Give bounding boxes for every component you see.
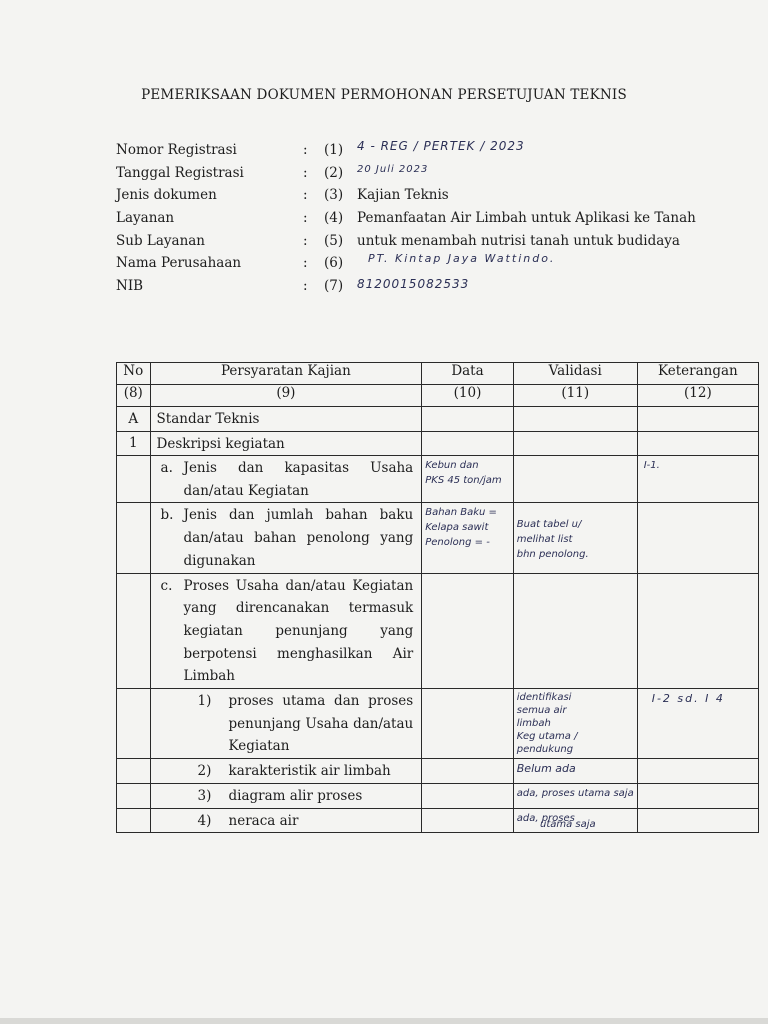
- document-title: PEMERIKSAAN DOKUMEN PERMOHONAN PERSETUJUAN TEKNIS: [141, 87, 627, 103]
- meta-colon: :: [303, 187, 308, 204]
- empty-cell: [637, 407, 758, 432]
- header-data: Data: [422, 363, 514, 385]
- data-cell: [422, 503, 514, 573]
- meta-colon: :: [303, 142, 308, 158]
- item-text: Jenis dan jumlah bahan baku dan/atau bahan penolong yang digunakan: [183, 507, 414, 569]
- group-label-cell: [150, 431, 422, 456]
- empty-cell: [117, 783, 151, 808]
- handwritten-note: [638, 574, 758, 578]
- meta-value: untuk menambah nutrisi tanah untuk budidaya: [357, 232, 680, 249]
- requirement-cell: [150, 783, 422, 808]
- handwritten-note: [422, 574, 513, 578]
- item-marker: b.: [160, 507, 174, 524]
- handwritten-note: identifikasi semua air limbah Keg utama / pendukung: [516, 692, 578, 756]
- meta-value-handwritten: PT. Kintap Jaya Wattindo.: [368, 252, 556, 266]
- empty-cell: [422, 689, 514, 759]
- validasi-cell: [513, 503, 637, 573]
- meta-colon: :: [303, 255, 308, 272]
- keterangan-cell: [637, 783, 758, 808]
- keterangan-cell: [637, 573, 758, 689]
- group-row: [117, 431, 759, 456]
- meta-value-handwritten: 8120015082533: [357, 277, 470, 292]
- meta-number: (6): [324, 255, 344, 272]
- handwritten-note: [638, 503, 758, 507]
- empty-cell: [422, 759, 514, 784]
- header-persyaratan: Persyaratan Kajian: [150, 363, 422, 385]
- meta-label: Jenis dokumen: [116, 187, 217, 204]
- scan-edge: [0, 1018, 768, 1024]
- section-label: Standar Teknis: [156, 411, 260, 427]
- handwritten-note: Belum ada: [516, 762, 576, 776]
- subitem-text: proses utama dan proses penunjang Usaha dan/atau Kegiatan: [228, 693, 414, 755]
- meta-number: (2): [324, 164, 344, 181]
- header-keterangan: Keterangan: [637, 363, 758, 385]
- requirement-item: [151, 456, 422, 502]
- handwritten-note-below-table: utama saja: [540, 819, 596, 830]
- requirement-subitem: [151, 759, 422, 783]
- meta-label: Nomor Registrasi: [116, 142, 237, 158]
- validasi-cell: [513, 689, 637, 759]
- table-row: [117, 689, 759, 759]
- handwritten-note: Kebun dan PKS 45 ton/jam: [425, 460, 502, 486]
- keterangan-cell: [637, 759, 758, 784]
- keterangan-cell: [637, 808, 758, 833]
- meta-value-handwritten: 4 - REG / PERTEK / 2023: [357, 139, 525, 153]
- handwritten-note: Bahan Baku = Kelapa sawit Penolong = -: [425, 507, 497, 549]
- empty-cell: [422, 407, 514, 432]
- handwritten-note: [638, 759, 758, 763]
- validasi-cell: [513, 456, 637, 503]
- handwritten-note: ada, proses: [516, 812, 575, 824]
- keterangan-cell: [637, 689, 758, 759]
- subitem-marker: 3): [197, 787, 212, 804]
- table-row: [117, 759, 759, 784]
- requirement-subitem: [151, 689, 422, 758]
- meta-value-handwritten: 20 Juli 2023: [357, 163, 429, 175]
- empty-cell: [117, 456, 151, 503]
- table-code-row: [117, 385, 759, 407]
- requirement-subitem: [151, 784, 422, 808]
- meta-label: Tanggal Registrasi: [116, 164, 244, 181]
- group-no: 1: [117, 431, 151, 456]
- empty-cell: [117, 808, 151, 833]
- empty-cell: [117, 573, 151, 689]
- subitem-text: karakteristik air limbah: [228, 763, 391, 780]
- empty-cell: [117, 503, 151, 573]
- empty-cell: [422, 431, 514, 456]
- meta-value: Pemanfaatan Air Limbah untuk Aplikasi ke Tanah: [357, 210, 696, 227]
- requirement-cell: [150, 503, 422, 573]
- handwritten-note: [514, 456, 637, 460]
- meta-number: (4): [324, 210, 344, 227]
- empty-cell: [422, 783, 514, 808]
- validasi-cell: [513, 573, 637, 689]
- code-persyaratan: (9): [150, 385, 422, 407]
- handwritten-note: [514, 574, 637, 578]
- header-no: No: [117, 363, 151, 385]
- meta-colon: :: [303, 232, 308, 249]
- handwritten-note: Buat tabel u/ melihat list bhn penolong.: [516, 519, 589, 561]
- empty-cell: [637, 431, 758, 456]
- meta-label: NIB: [116, 278, 144, 295]
- code-validasi: (11): [513, 385, 637, 407]
- meta-number: (3): [324, 187, 344, 204]
- meta-colon: :: [303, 278, 308, 295]
- handwritten-note: [638, 809, 758, 813]
- group-label: Deskripsi kegiatan: [156, 435, 285, 452]
- table-row: [117, 503, 759, 573]
- handwritten-note: I-2 sd. I 4: [651, 692, 725, 706]
- requirement-cell: [150, 689, 422, 759]
- handwritten-note: [638, 784, 758, 788]
- meta-colon: :: [303, 210, 308, 227]
- meta-number: (7): [324, 278, 344, 295]
- subitem-marker: 4): [197, 812, 212, 829]
- requirements-table: [116, 362, 759, 833]
- meta-label: Layanan: [116, 210, 175, 227]
- handwritten-note: ada, proses utama saja: [516, 787, 634, 799]
- subitem-text: diagram alir proses: [228, 787, 363, 804]
- item-marker: c.: [160, 577, 173, 594]
- item-marker: a.: [160, 460, 173, 476]
- handwritten-note: I-1.: [643, 460, 660, 471]
- empty-cell: [513, 407, 637, 432]
- empty-cell: [117, 689, 151, 759]
- validasi-cell: [513, 783, 637, 808]
- requirement-cell: [150, 456, 422, 503]
- data-cell: [422, 456, 514, 503]
- meta-colon: :: [303, 164, 308, 181]
- code-data: (10): [422, 385, 514, 407]
- keterangan-cell: [637, 503, 758, 573]
- subitem-marker: 2): [197, 763, 212, 780]
- table-row: [117, 783, 759, 808]
- validasi-cell: [513, 759, 637, 784]
- empty-cell: [422, 808, 514, 833]
- section-label-cell: [150, 407, 422, 432]
- requirement-item: [151, 574, 422, 689]
- table-row: [117, 808, 759, 833]
- table-row: [117, 456, 759, 503]
- meta-value: Kajian Teknis: [357, 187, 449, 204]
- data-cell: [422, 573, 514, 689]
- subitem-text: neraca air: [228, 812, 299, 829]
- code-keterangan: (12): [637, 385, 758, 407]
- header-validasi: Validasi: [513, 363, 637, 385]
- subitem-marker: 1): [197, 693, 212, 710]
- empty-cell: [513, 431, 637, 456]
- table-header-row: [117, 363, 759, 385]
- requirement-cell: [150, 808, 422, 833]
- section-row: [117, 407, 759, 432]
- section-no: A: [117, 407, 151, 432]
- requirement-cell: [150, 573, 422, 689]
- meta-label: Sub Layanan: [116, 232, 206, 249]
- item-text: Jenis dan kapasitas Usaha dan/atau Kegiatan: [183, 460, 414, 499]
- table-row: [117, 573, 759, 689]
- requirement-subitem: [151, 809, 422, 833]
- code-no: (8): [117, 385, 151, 407]
- meta-label: Nama Perusahaan: [116, 255, 242, 272]
- empty-cell: [117, 759, 151, 784]
- requirement-cell: [150, 759, 422, 784]
- keterangan-cell: [637, 456, 758, 503]
- requirement-item: [151, 503, 422, 572]
- item-text: Proses Usaha dan/atau Kegiatan yang direncanakan termasuk kegiatan penunjang yang berpotensi menghasilkan Air Limbah: [183, 577, 414, 685]
- meta-number: (1): [324, 142, 344, 158]
- meta-number: (5): [324, 232, 344, 249]
